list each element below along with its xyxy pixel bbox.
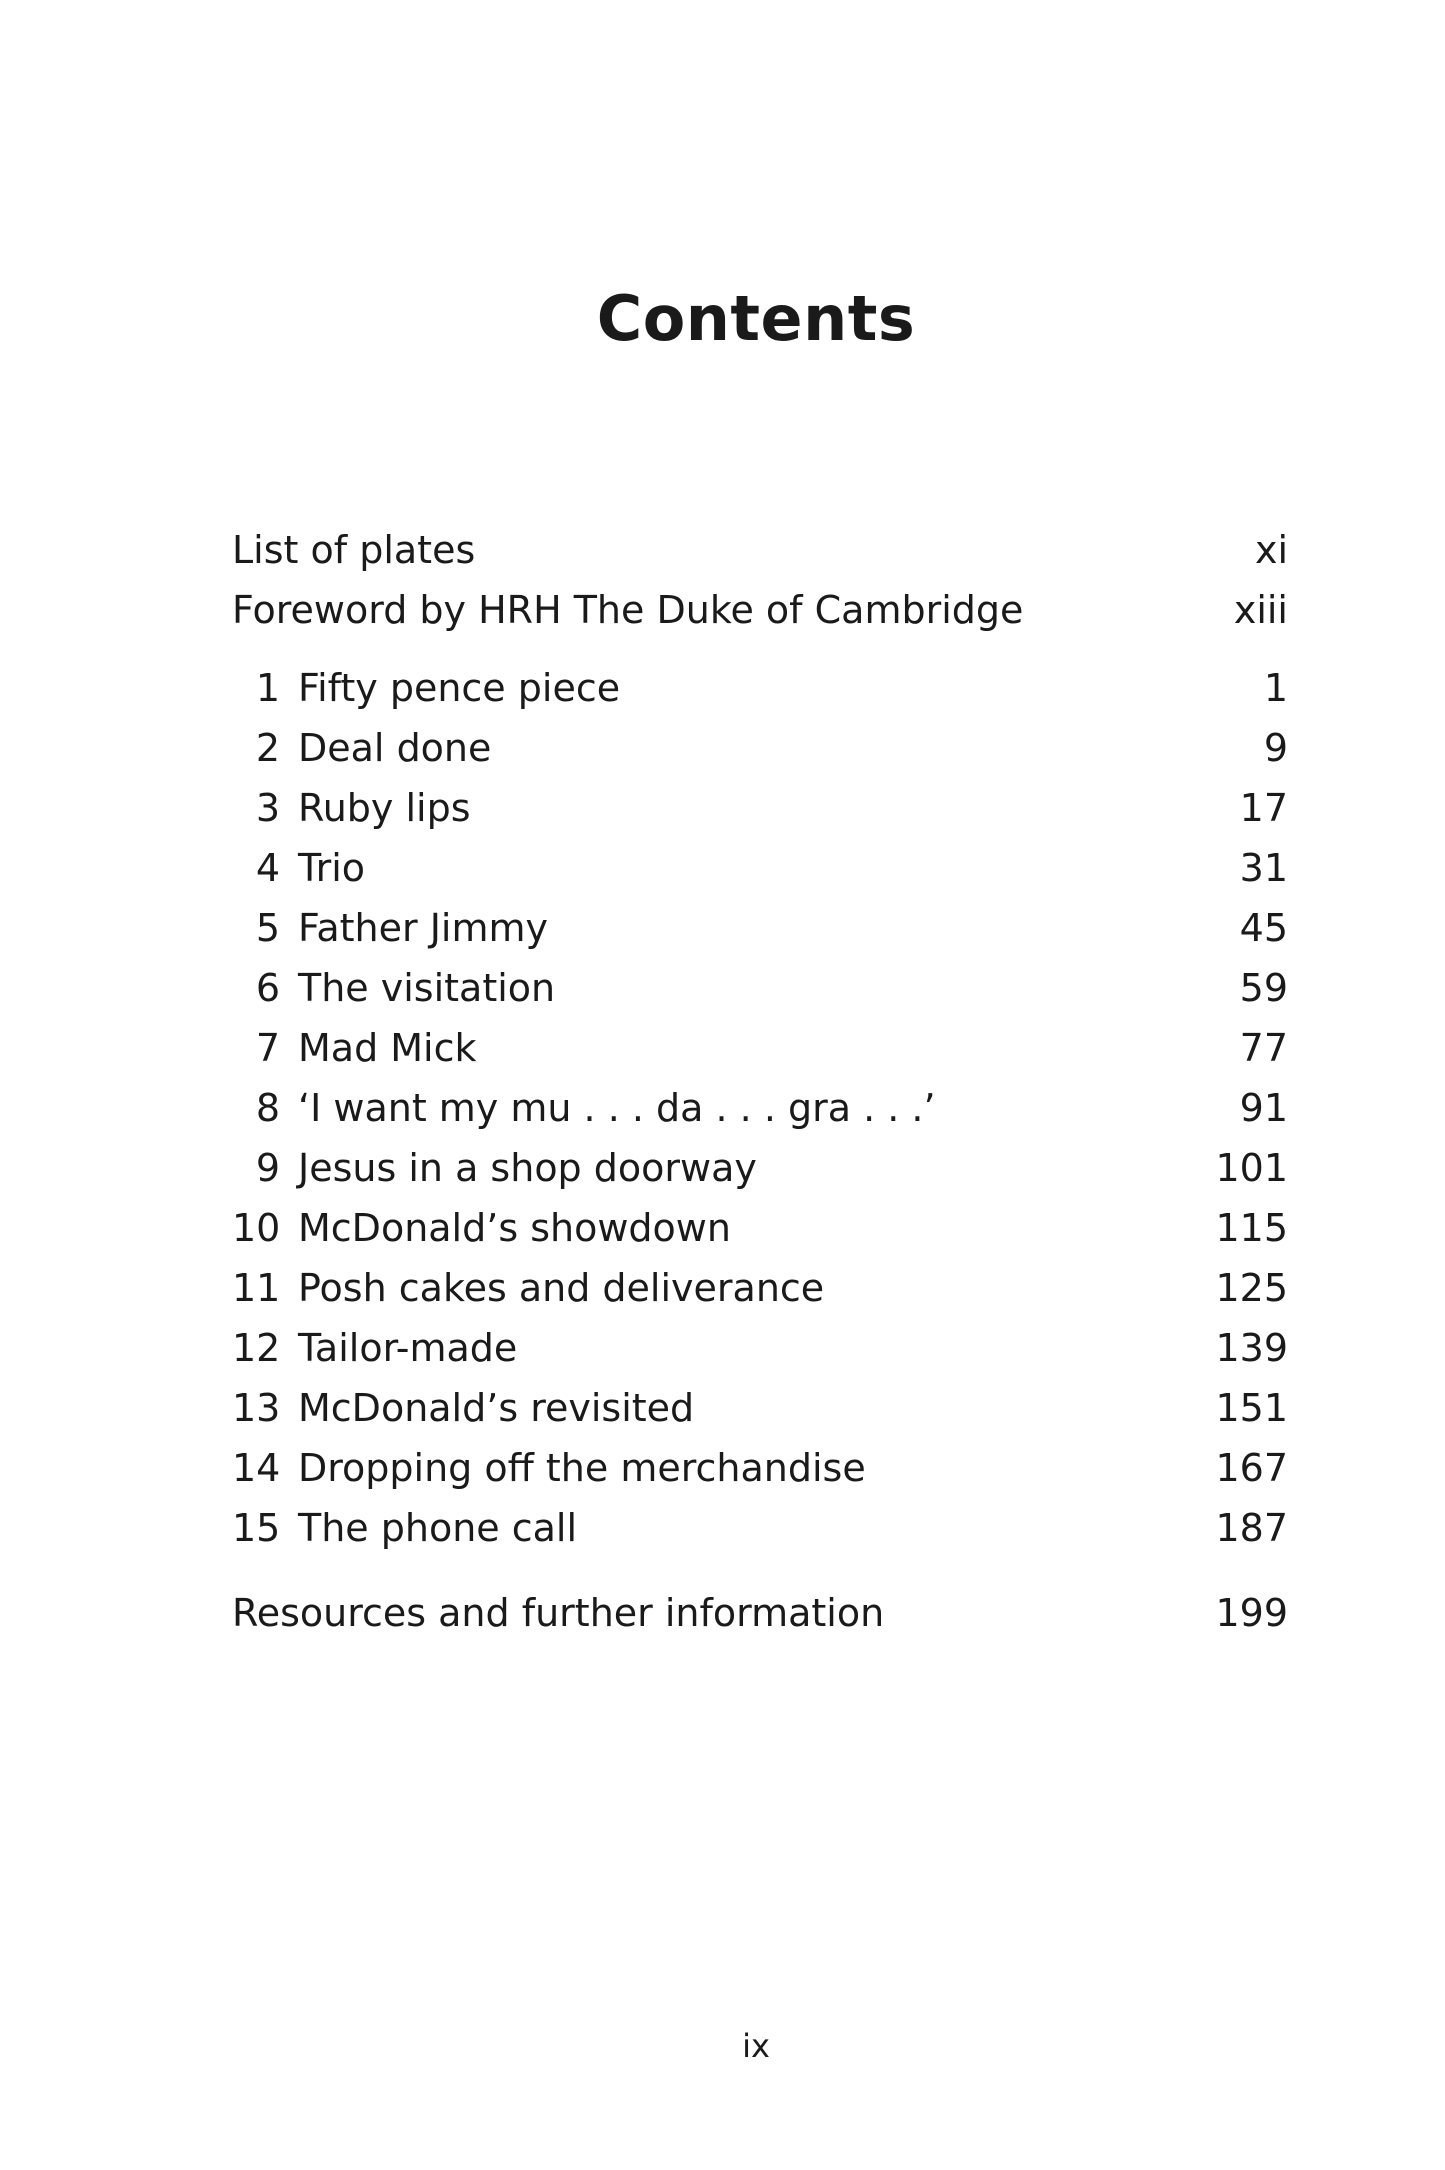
toc-entry-foreword: [232, 580, 1288, 640]
toc-chapter-page: 77: [1239, 1026, 1288, 1070]
toc-entry-resources: [232, 1583, 1288, 1643]
toc-chapter-page: 115: [1215, 1206, 1288, 1250]
toc-chapter-number: 11: [232, 1266, 281, 1310]
toc-chapter-page: 1: [1263, 666, 1288, 710]
toc-chapter-title: McDonald’s showdown: [298, 1206, 731, 1250]
toc-chapter-2: [232, 718, 1288, 778]
toc-chapter-page: 17: [1239, 786, 1288, 830]
toc-chapter-4: [232, 838, 1288, 898]
toc-chapter-number: 7: [255, 1026, 280, 1070]
toc-chapter-number: 9: [255, 1146, 280, 1190]
toc-chapter-page: 91: [1239, 1086, 1288, 1130]
toc-chapter-title: Trio: [298, 846, 366, 890]
toc-chapter-12: [232, 1318, 1288, 1378]
page-title: Contents: [596, 282, 916, 355]
toc-entry-page: xiii: [1233, 588, 1288, 632]
toc-chapter-title: Jesus in a shop doorway: [298, 1146, 757, 1190]
toc-entry-list-of-plates: [232, 520, 1288, 580]
toc-chapter-title: Tailor-made: [298, 1326, 518, 1370]
toc-chapter-page: 151: [1215, 1386, 1288, 1430]
page-number: ix: [742, 2027, 770, 2065]
toc-chapter-page: 45: [1239, 906, 1288, 950]
toc-chapter-1: [232, 658, 1288, 718]
toc-chapter-15: [232, 1498, 1288, 1558]
toc-chapter-number: 15: [232, 1506, 281, 1550]
toc-chapter-page: 9: [1263, 726, 1288, 770]
toc-chapter-page: 31: [1239, 846, 1288, 890]
toc-chapter-5: [232, 898, 1288, 958]
toc-chapter-title: The phone call: [298, 1506, 578, 1550]
toc-chapter-14: [232, 1438, 1288, 1498]
toc-chapter-title: Father Jimmy: [298, 906, 549, 950]
toc-entry-title: List of plates: [232, 528, 476, 572]
toc-chapter-7: [232, 1018, 1288, 1078]
toc-chapter-page: 125: [1215, 1266, 1288, 1310]
toc-chapter-number: 5: [255, 906, 280, 950]
toc-chapter-number: 13: [232, 1386, 281, 1430]
toc-chapter-11: [232, 1258, 1288, 1318]
toc-entry-page: 199: [1215, 1591, 1288, 1635]
toc-entry-title: Foreword by HRH The Duke of Cambridge: [232, 588, 1024, 632]
toc-chapter-page: 139: [1215, 1326, 1288, 1370]
toc-chapter-page: 167: [1215, 1446, 1288, 1490]
toc-chapter-page: 187: [1215, 1506, 1288, 1550]
toc-chapter-3: [232, 778, 1288, 838]
toc-chapter-number: 6: [255, 966, 280, 1010]
toc-chapter-title: Deal done: [298, 726, 492, 770]
toc-chapter-number: 12: [232, 1326, 281, 1370]
toc-chapter-number: 4: [255, 846, 280, 890]
toc-chapter-number: 3: [255, 786, 280, 830]
toc-chapter-title: The visitation: [298, 966, 556, 1010]
toc-entry-page: xi: [1254, 528, 1288, 572]
toc-chapter-6: [232, 958, 1288, 1018]
toc-chapter-number: 10: [232, 1206, 281, 1250]
toc-chapter-title: Fifty pence piece: [298, 666, 621, 710]
toc-chapter-title: Mad Mick: [298, 1026, 477, 1070]
toc-entry-title: Resources and further information: [232, 1591, 885, 1635]
toc-chapter-8: [232, 1078, 1288, 1138]
toc-chapter-title: McDonald’s revisited: [298, 1386, 695, 1430]
toc-chapter-title: ‘I want my mu . . . da . . . gra . . .’: [298, 1086, 936, 1130]
toc-chapter-13: [232, 1378, 1288, 1438]
toc-chapter-title: Dropping off the merchandise: [298, 1446, 866, 1490]
toc-chapter-page: 59: [1239, 966, 1288, 1010]
toc-chapter-number: 1: [255, 666, 280, 710]
toc-chapter-page: 101: [1215, 1146, 1288, 1190]
toc-chapter-10: [232, 1198, 1288, 1258]
toc-chapter-9: [232, 1138, 1288, 1198]
toc-chapter-number: 2: [255, 726, 280, 770]
toc-chapter-number: 8: [255, 1086, 280, 1130]
toc-chapter-title: Ruby lips: [298, 786, 471, 830]
toc-chapter-number: 14: [232, 1446, 281, 1490]
toc-chapter-title: Posh cakes and deliverance: [298, 1266, 825, 1310]
